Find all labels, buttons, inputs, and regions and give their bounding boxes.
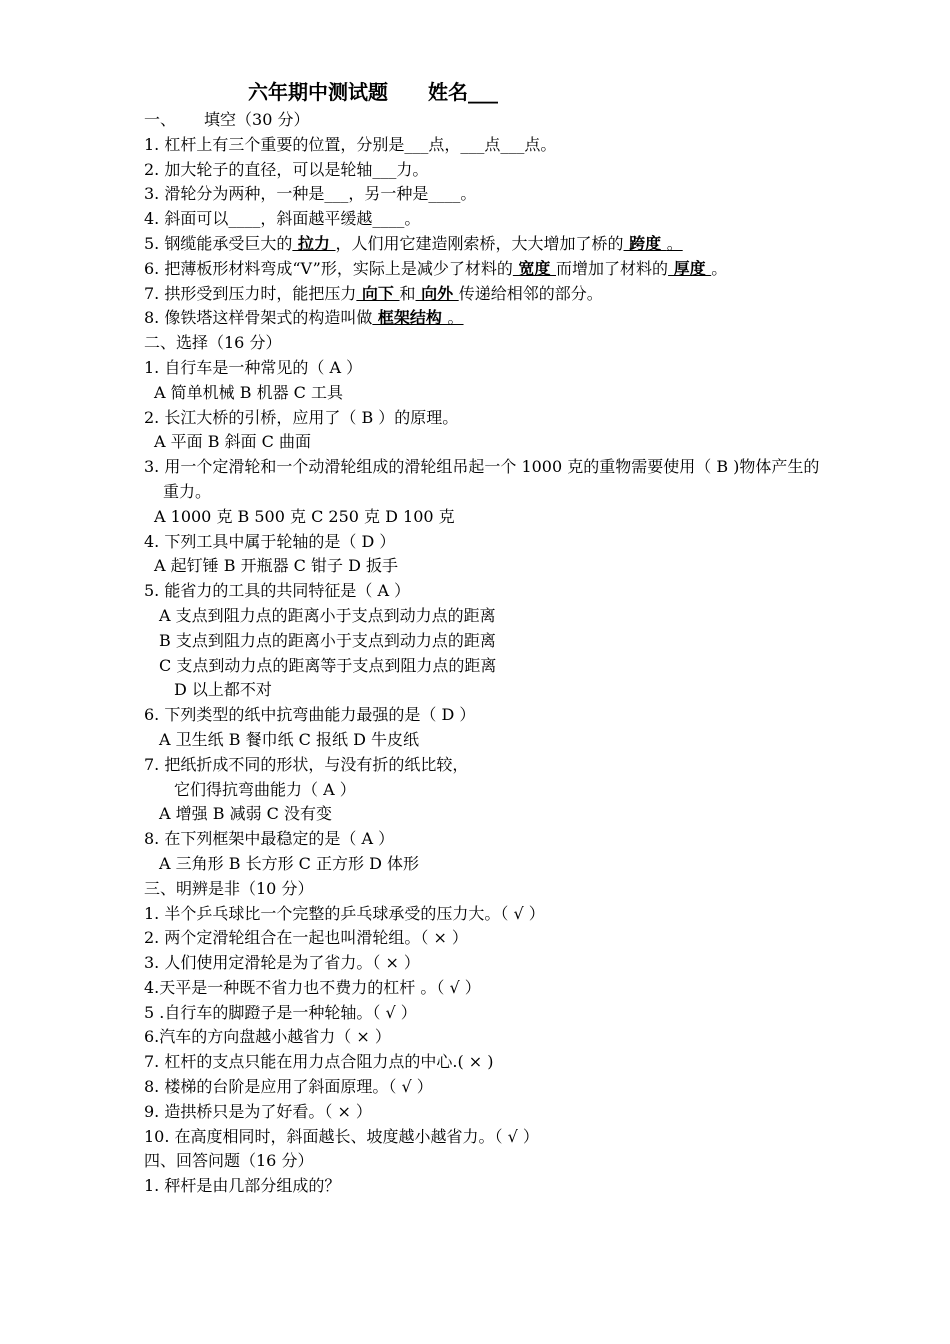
options: A 简单机械 B 机器 C 工具 xyxy=(154,382,343,402)
question: 1. 自行车是一种常见的（ A ） xyxy=(144,357,363,377)
section-heading-choice: 二、选择（16 分） xyxy=(144,333,282,353)
question: 1. 杠杆上有三个重要的位置，分别是___点，___点___点。 xyxy=(144,134,557,154)
page-title xyxy=(248,76,928,108)
section-heading-fill-blank: 一、 填空（30 分） xyxy=(144,110,310,129)
section-heading-true-false: 三、明辨是非（10 分） xyxy=(144,878,314,898)
list-item: 10. 在高度相同时，斜面越长、坡度越小越省力。（ √ ） xyxy=(144,1126,539,1146)
option: A 支点到阻力点的距离小于支点到动力点的距离 xyxy=(159,605,496,625)
question: 2. 加大轮子的直径，可以是轮轴___力。 xyxy=(144,159,429,179)
list-item: 4.天平是一种既不省力也不费力的杠杆 。（ √ ） xyxy=(144,977,481,997)
answer-text: 向外 xyxy=(415,283,459,303)
list-item: 9. 造拱桥只是为了好看。（ × ） xyxy=(144,1101,372,1121)
question: 5. 钢缆能承受巨大的 拉力 ，人们用它建造刚索桥，大大增加了桥的 跨度 。 xyxy=(144,233,683,253)
question: 8. 像铁塔这样骨架式的构造叫做 框架结构 。 xyxy=(144,308,464,328)
question: 4. 斜面可以____，斜面越平缓越____。 xyxy=(144,209,421,229)
list-item: 3. 人们使用定滑轮是为了省力。（ × ） xyxy=(144,953,420,973)
question: 3. 滑轮分为两种，一种是___，另一种是____。 xyxy=(144,184,477,204)
question: 3. 用一个定滑轮和一个动滑轮组成的滑轮组吊起一个 1000 克的重物需要使用（ B )物体产生的重力。 xyxy=(144,457,820,501)
question: 7. 拱形受到压力时，能把压力 向下 和 向外 传递给相邻的部分。 xyxy=(144,283,603,303)
section-heading-answer: 四、回答问题（16 分） xyxy=(144,1151,314,1171)
answer-text: 拉力 xyxy=(292,233,336,253)
question: 7. 把纸折成不同的形状，与没有折的纸比较， xyxy=(144,754,469,774)
answer-text: 宽度 xyxy=(512,258,557,278)
question-continuation: 它们得抗弯曲能力（ A ） xyxy=(174,779,356,799)
answer-text: 向下 xyxy=(356,283,400,303)
options: A 增强 B 减弱 C 没有变 xyxy=(159,804,332,824)
question: 2. 长江大桥的引桥，应用了（ B ）的原理。 xyxy=(144,407,459,427)
question: 1. 秤杆是由几部分组成的？ xyxy=(144,1176,341,1196)
answer-text: 框架结构 xyxy=(372,308,448,328)
option: C 支点到动力点的距离等于支点到阻力点的距离 xyxy=(159,655,497,675)
options: A 平面 B 斜面 C 曲面 xyxy=(154,432,311,452)
list-item: 8. 楼梯的台阶是应用了斜面原理。（ √ ） xyxy=(144,1077,433,1097)
question: 5. 能省力的工具的共同特征是（ A ） xyxy=(144,581,411,601)
question: 6. 把薄板形材料弯成“V”形，实际上是减少了材料的 宽度 而增加了材料的 厚度 。 xyxy=(144,258,728,278)
question: 4. 下列工具中属于轮轴的是（ D ） xyxy=(144,531,396,551)
question: 8. 在下列框架中最稳定的是（ A ） xyxy=(144,829,395,849)
options: A 三角形 B 长方形 C 正方形 D 体形 xyxy=(159,853,419,873)
options: A 卫生纸 B 餐巾纸 C 报纸 D 牛皮纸 xyxy=(159,729,419,749)
list-item: 6.汽车的方向盘越小越省力（ × ） xyxy=(144,1027,391,1047)
answer-text: 跨度 xyxy=(623,233,667,253)
exam-page xyxy=(144,76,824,1199)
title-text: 六年期中测试题 xyxy=(248,80,388,104)
list-item: 2. 两个定滑轮组合在一起也叫滑轮组。（ × ） xyxy=(144,928,468,948)
question: 6. 下列类型的纸中抗弯曲能力最强的是（ D ） xyxy=(144,705,476,725)
answer-text: 厚度 xyxy=(668,258,712,278)
option: D 以上都不对 xyxy=(174,680,272,700)
list-item: 1. 半个乒乓球比一个完整的乒乓球承受的压力大。（ √ ） xyxy=(144,903,545,923)
option: B 支点到阻力点的距离小于支点到动力点的距离 xyxy=(159,630,496,650)
options: A 1000 克 B 500 克 C 250 克 D 100 克 xyxy=(154,506,455,526)
name-label: 姓名___ xyxy=(428,80,498,104)
list-item: 5 .自行车的脚蹬子是一种轮轴。（ √ ） xyxy=(144,1002,417,1022)
list-item: 7. 杠杆的支点只能在用力点合阻力点的中心.( × ) xyxy=(144,1052,494,1072)
options: A 起钉锤 B 开瓶器 C 钳子 D 扳手 xyxy=(154,556,398,576)
